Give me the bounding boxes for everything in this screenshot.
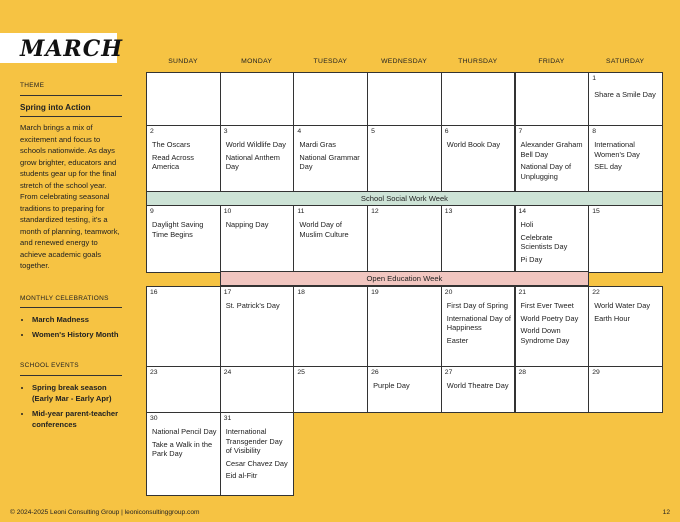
day-events — [226, 427, 291, 484]
day-cell — [441, 286, 516, 367]
day-number: 6 — [444, 128, 449, 135]
event-label: National Grammar Day — [299, 152, 360, 171]
day-cell — [515, 125, 590, 192]
day-number: 24 — [223, 369, 232, 376]
month-title-box — [0, 33, 124, 63]
event-label: The Oscars — [152, 140, 191, 149]
weekday-header: TUESDAY — [313, 58, 348, 65]
day-number: 13 — [444, 208, 453, 215]
event-label: Alexander Graham Bell Day — [520, 140, 583, 159]
day-cell — [588, 205, 663, 273]
day-cell — [515, 205, 590, 273]
day-number: 17 — [223, 289, 232, 296]
event-label: Celebrate Scientists Day — [520, 232, 568, 251]
day-number: 15 — [592, 208, 600, 215]
day-events — [521, 140, 586, 184]
event-label: St. Patrick's Day — [225, 301, 280, 310]
event-label: Earth Hour — [594, 313, 630, 323]
day-cell — [588, 72, 663, 126]
day-events — [299, 220, 364, 242]
day-cell — [515, 286, 590, 367]
day-number: 30 — [150, 415, 158, 422]
event-label: Holi — [520, 220, 534, 229]
day-events — [594, 301, 659, 326]
day-events — [447, 381, 512, 394]
day-number: 5 — [371, 128, 375, 135]
day-cell — [293, 366, 368, 413]
day-cell — [220, 205, 295, 273]
day-number: 20 — [444, 289, 453, 296]
day-cell — [293, 125, 368, 192]
day-number: 7 — [518, 128, 523, 135]
events-list — [20, 382, 122, 431]
day-cell — [441, 72, 516, 126]
day-cell — [146, 72, 221, 126]
day-events — [226, 301, 291, 314]
day-number: 4 — [297, 128, 302, 135]
day-events — [521, 301, 586, 348]
day-cell — [441, 205, 516, 273]
event-label: World Down Syndrome Day — [520, 326, 570, 345]
day-cell — [146, 412, 221, 496]
month-title: MARCH — [20, 36, 124, 62]
footer-copyright: © 2024-2025 Leoni Consulting Group | leoniconsultinggroup.com — [10, 509, 200, 516]
day-events — [594, 140, 659, 175]
day-cell — [220, 125, 295, 192]
day-number: 19 — [371, 289, 379, 296]
day-events — [226, 140, 291, 175]
day-events — [152, 427, 217, 462]
day-number: 8 — [592, 128, 596, 135]
day-cell — [367, 125, 442, 192]
event-label: Mardi Gras — [299, 140, 336, 149]
event-label: Pi Day — [520, 254, 543, 264]
day-cell — [515, 72, 590, 126]
weekday-header: SUNDAY — [168, 58, 198, 65]
event-label: First Day of Spring — [446, 301, 508, 310]
theme-title: Spring into Action — [20, 102, 122, 118]
day-number: 2 — [150, 128, 154, 135]
day-cell — [146, 125, 221, 192]
day-number: 22 — [592, 289, 600, 296]
day-cell — [146, 366, 221, 413]
day-cell — [588, 366, 663, 413]
day-cell — [293, 286, 368, 367]
day-cell — [367, 72, 442, 126]
day-cell — [146, 205, 221, 273]
day-number: 25 — [297, 369, 305, 376]
event-label: Eid al-Fitr — [225, 471, 258, 480]
event-label: National Anthem Day — [225, 152, 280, 171]
day-cell — [293, 205, 368, 273]
day-cell — [515, 366, 590, 413]
day-cell — [588, 286, 663, 367]
event-label: National Day of Unplugging — [520, 162, 572, 181]
celebration-item: • Women's History Month — [32, 329, 122, 341]
day-number: 9 — [150, 208, 154, 215]
event-label: World Poetry Day — [520, 313, 579, 323]
day-number: 12 — [371, 208, 379, 215]
celebrations-label: MONTHLY CELEBRATIONS — [20, 293, 122, 309]
event-label: Purple Day — [373, 381, 410, 390]
day-number: 23 — [150, 369, 158, 376]
day-number: 10 — [223, 208, 232, 215]
day-number: 18 — [297, 289, 305, 296]
event-label: SEL day — [594, 162, 622, 171]
day-number: 11 — [297, 208, 305, 215]
day-events — [152, 140, 217, 175]
theme-description: March brings a mix of excitement and focus to schools nationwide. As days grow brighter, educators and students gear up for the final stretch of the school year. From celebrating seasonal traditions to preparing for standardized testing, it's a month of planning, teamwork, and renewed energy to achieve academic goals together. — [20, 123, 120, 270]
day-number: 16 — [150, 289, 158, 296]
weekday-header: WEDNESDAY — [381, 58, 428, 65]
day-cell — [588, 125, 663, 192]
day-number: 28 — [518, 369, 527, 376]
day-cell — [220, 72, 295, 126]
day-number: 29 — [592, 369, 600, 376]
event-label: Easter — [446, 335, 469, 345]
weekday-header: FRIDAY — [538, 58, 565, 65]
day-cell — [441, 366, 516, 413]
day-events — [594, 90, 659, 103]
day-cell — [293, 72, 368, 126]
day-number: 21 — [518, 289, 527, 296]
day-cell — [367, 205, 442, 273]
events-label: SCHOOL EVENTS — [20, 360, 122, 376]
event-label: International Women's Day — [594, 140, 640, 159]
day-number: 26 — [371, 369, 379, 376]
page-number: 12 — [662, 509, 670, 516]
celebrations-list — [20, 314, 122, 340]
day-number: 27 — [444, 369, 453, 376]
day-events — [521, 220, 586, 267]
event-label: Cesar Chavez Day — [225, 458, 288, 468]
day-events — [152, 220, 217, 242]
day-number: 31 — [223, 415, 232, 422]
event-label: Share a Smile Day — [594, 90, 656, 99]
day-cell — [220, 286, 295, 367]
day-cell — [441, 125, 516, 192]
day-events — [299, 140, 364, 175]
event-label: International Day of Happiness — [446, 313, 511, 332]
day-number: 1 — [592, 75, 596, 82]
event-label: World Day of Muslim Culture — [299, 220, 349, 239]
day-cell — [220, 412, 295, 496]
event-label: Read Across America — [152, 152, 194, 171]
event-label: Take a Walk in the Park Day — [152, 439, 213, 458]
day-events — [373, 381, 438, 394]
day-events — [447, 140, 512, 153]
day-events — [226, 220, 291, 233]
event-label: World Theatre Day — [446, 381, 509, 390]
day-cell — [367, 286, 442, 367]
day-number: 14 — [518, 208, 527, 215]
weekday-header: SATURDAY — [605, 58, 645, 65]
day-cell — [220, 366, 295, 413]
event-label: Daylight Saving Time Begins — [152, 220, 204, 239]
event-item: • Spring break season (Early Mar - Early Apr) — [32, 382, 122, 405]
celebration-item: • March Madness — [32, 314, 122, 326]
event-label: Napping Day — [225, 220, 269, 229]
event-item: • Mid-year parent-teacher conferences — [32, 408, 122, 431]
event-label: First Ever Tweet — [520, 301, 574, 310]
day-cell — [367, 366, 442, 413]
event-label: International Transgender Day of Visibility — [225, 427, 283, 455]
observance-week-band: School Social Work Week — [146, 191, 663, 206]
weekday-header: MONDAY — [241, 58, 273, 65]
day-cell — [146, 286, 221, 367]
event-label: World Water Day — [594, 301, 651, 310]
event-label: World Wildlife Day — [225, 140, 286, 149]
event-label: National Pencil Day — [152, 427, 217, 436]
observance-week-band: Open Education Week — [220, 271, 590, 286]
day-number: 3 — [223, 128, 228, 135]
sidebar — [20, 80, 122, 451]
theme-label: THEME — [20, 80, 122, 96]
weekday-header: THURSDAY — [458, 58, 498, 65]
event-label: World Book Day — [446, 140, 501, 149]
day-events — [447, 301, 512, 348]
